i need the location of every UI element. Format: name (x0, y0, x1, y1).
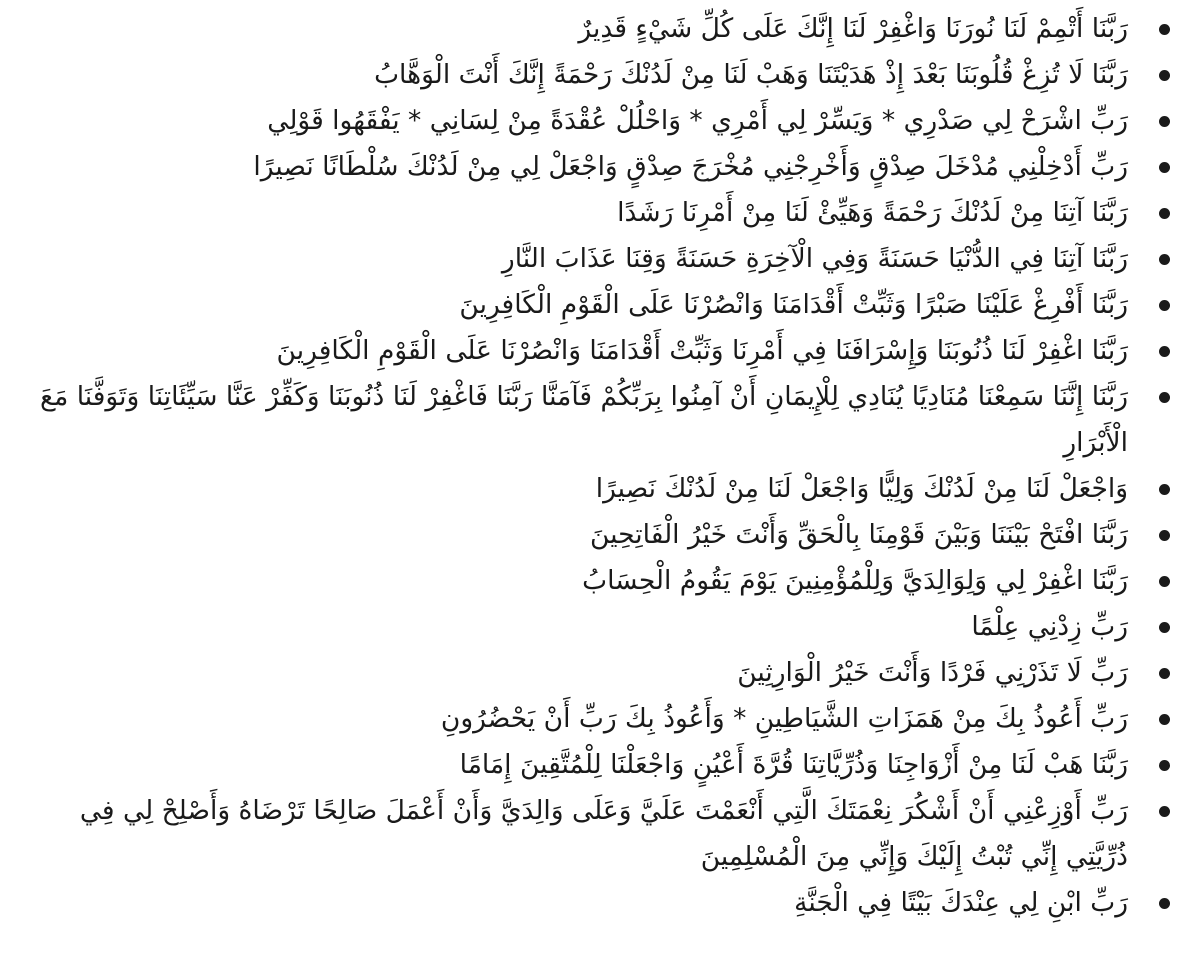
bullet-icon (1159, 668, 1170, 679)
bullet-icon (1159, 346, 1170, 357)
bullet-icon (1159, 622, 1170, 633)
list-item-text: رَبَّنَا اغْفِرْ لِي وَلِوَالِدَيَّ وَلِلْمُؤْمِنِينَ يَوْمَ يَقُومُ الْحِسَابُ (582, 565, 1128, 596)
bullet-icon (1159, 162, 1170, 173)
list-item-text: رَبِّ أَعُوذُ بِكَ مِنْ هَمَزَاتِ الشَّيَاطِينِ * وَأَعُوذُ بِكَ رَبِّ أَنْ يَحْضُرُونِ (440, 703, 1128, 734)
list-item-text: رَبَّنَا آتِنَا مِنْ لَدُنْكَ رَحْمَةً وَهَيِّئْ لَنَا مِنْ أَمْرِنَا رَشَدًا (617, 197, 1128, 228)
list-item-text: رَبَّنَا أَتْمِمْ لَنَا نُورَنَا وَاغْفِرْ لَنَا إِنَّكَ عَلَى كُلِّ شَيْءٍ قَدِيرٌ (578, 13, 1128, 44)
bullet-icon (1159, 484, 1170, 495)
list-item (20, 98, 1182, 144)
list-item (20, 282, 1182, 328)
bullet-icon (1159, 24, 1170, 35)
list-item-text: رَبِّ أَدْخِلْنِي مُدْخَلَ صِدْقٍ وَأَخْرِجْنِي مُخْرَجَ صِدْقٍ وَاجْعَلْ لِي مِنْ لَدُنْكَ سُلْطَانًا نَصِيرًا (253, 151, 1128, 182)
list-item-text: رَبَّنَا إِنَّنَا سَمِعْنَا مُنَادِيًا يُنَادِي لِلْإِيمَانِ أَنْ آمِنُوا بِرَبِّكُمْ فَآمَنَّا رَبَّنَا فَاغْفِرْ لَنَا ذُنُوبَنَا وَكَفِّرْ عَنَّا سَيِّئَاتِنَا وَتَوَفَّنَا مَعَ الْأَبْرَارِ (39, 381, 1128, 458)
list-item-text: رَبَّنَا هَبْ لَنَا مِنْ أَزْوَاجِنَا وَذُرِّيَّاتِنَا قُرَّةَ أَعْيُنٍ وَاجْعَلْنَا لِلْمُتَّقِينَ إِمَامًا (459, 749, 1128, 780)
bullet-icon (1159, 576, 1170, 587)
bullet-icon (1159, 208, 1170, 219)
list-item (20, 52, 1182, 98)
list-item-text: رَبَّنَا اغْفِرْ لَنَا ذُنُوبَنَا وَإِسْرَافَنَا فِي أَمْرِنَا وَثَبِّتْ أَقْدَامَنَا وَانْصُرْنَا عَلَى الْقَوْمِ الْكَافِرِينَ (276, 335, 1128, 366)
list-item-text: رَبِّ أَوْزِعْنِي أَنْ أَشْكُرَ نِعْمَتَكَ الَّتِي أَنْعَمْتَ عَلَيَّ وَعَلَى وَالِدَيَّ وَأَنْ أَعْمَلَ صَالِحًا تَرْضَاهُ وَأَصْلِحْ لِي فِي ذُرِّيَّتِي إِنِّي تُبْتُ إِلَيْكَ وَإِنِّي مِنَ الْمُسْلِمِينَ (79, 795, 1128, 872)
list-item-text: رَبَّنَا افْتَحْ بَيْنَنَا وَبَيْنَ قَوْمِنَا بِالْحَقِّ وَأَنْتَ خَيْرُ الْفَاتِحِينَ (589, 519, 1128, 550)
list-item (20, 328, 1182, 374)
list-item (20, 604, 1182, 650)
list-item (20, 696, 1182, 742)
list-item-text: رَبِّ ابْنِ لِي عِنْدَكَ بَيْتًا فِي الْجَنَّةِ (794, 887, 1128, 918)
list-item-text: رَبَّنَا آتِنَا فِي الدُّنْيَا حَسَنَةً وَفِي الْآخِرَةِ حَسَنَةً وَقِنَا عَذَابَ النَّارِ (501, 243, 1128, 274)
list-item (20, 6, 1182, 52)
list-item-text: رَبِّ زِدْنِي عِلْمًا (971, 611, 1128, 642)
list-item (20, 236, 1182, 282)
list-item-text: رَبِّ لَا تَذَرْنِي فَرْدًا وَأَنْتَ خَيْرُ الْوَارِثِينَ (737, 657, 1128, 688)
bullet-icon (1159, 392, 1170, 403)
list-item (20, 374, 1182, 466)
list-item (20, 788, 1182, 880)
list-item (20, 880, 1182, 926)
bullet-icon (1159, 898, 1170, 909)
bullet-icon (1159, 70, 1170, 81)
bullet-icon (1159, 530, 1170, 541)
list-item (20, 512, 1182, 558)
list-item (20, 650, 1182, 696)
bullet-icon (1159, 760, 1170, 771)
bullet-icon (1159, 806, 1170, 817)
list-item (20, 558, 1182, 604)
list-item-text: رَبِّ اشْرَحْ لِي صَدْرِي * وَيَسِّرْ لِي أَمْرِي * وَاحْلُلْ عُقْدَةً مِنْ لِسَانِي * يَفْقَهُوا قَوْلِي (267, 105, 1128, 136)
list-item (20, 190, 1182, 236)
list-item-text: وَاجْعَلْ لَنَا مِنْ لَدُنْكَ وَلِيًّا وَاجْعَلْ لَنَا مِنْ لَدُنْكَ نَصِيرًا (595, 473, 1128, 504)
list-item-text: رَبَّنَا لَا تُزِغْ قُلُوبَنَا بَعْدَ إِذْ هَدَيْتَنَا وَهَبْ لَنَا مِنْ لَدُنْكَ رَحْمَةً إِنَّكَ أَنْتَ الْوَهَّابُ (374, 59, 1128, 90)
bullet-icon (1159, 300, 1170, 311)
list-item (20, 144, 1182, 190)
list-item (20, 466, 1182, 512)
bullet-icon (1159, 116, 1170, 127)
bullet-icon (1159, 254, 1170, 265)
list-item (20, 742, 1182, 788)
dua-list (20, 6, 1182, 926)
bullet-icon (1159, 714, 1170, 725)
document-page (0, 6, 1200, 926)
list-item-text: رَبَّنَا أَفْرِغْ عَلَيْنَا صَبْرًا وَثَبِّتْ أَقْدَامَنَا وَانْصُرْنَا عَلَى الْقَوْمِ الْكَافِرِينَ (459, 289, 1128, 320)
